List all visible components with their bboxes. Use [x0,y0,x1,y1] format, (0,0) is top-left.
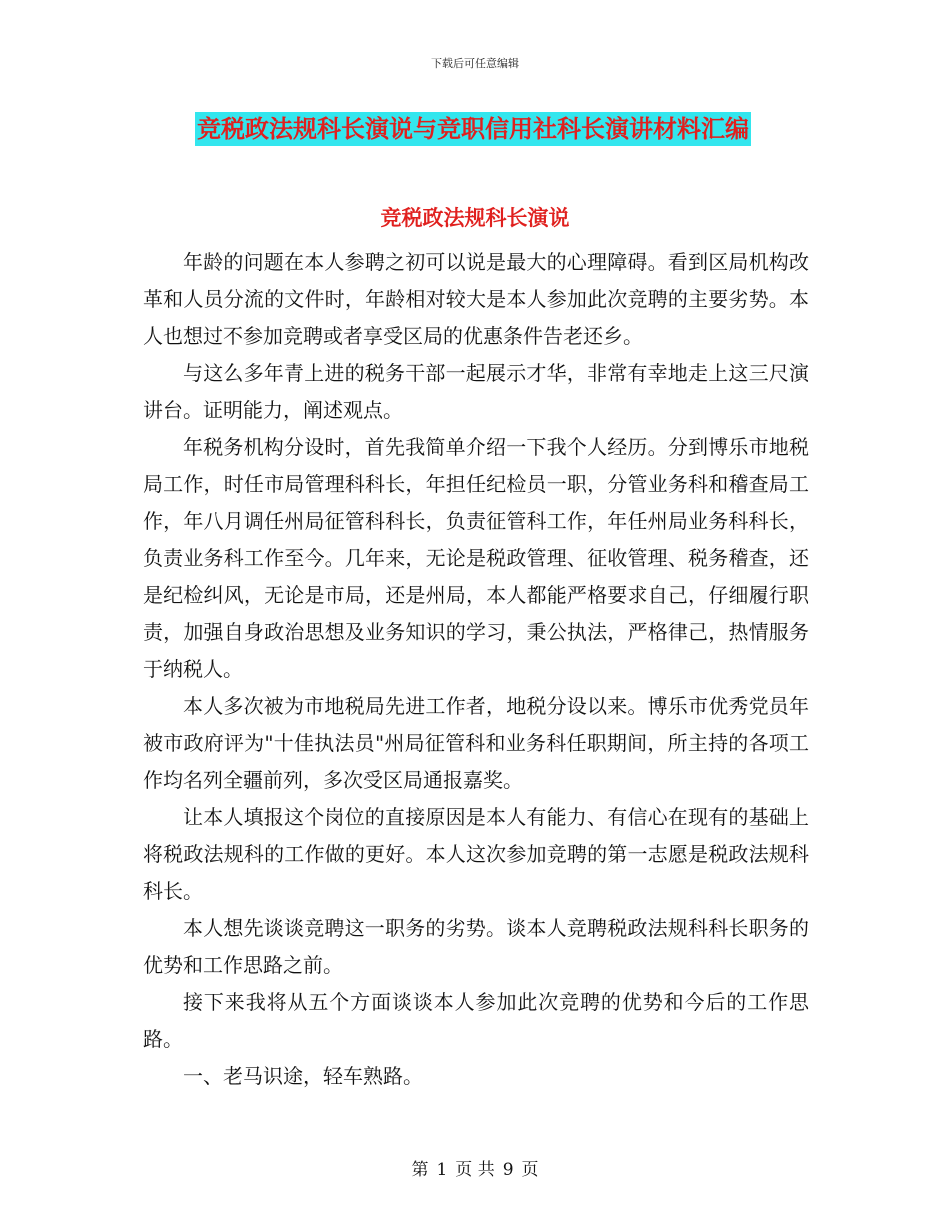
header-note: 下载后可任意编辑 [431,57,519,70]
footer-suffix: 页 [521,1160,539,1180]
body-text [143,244,809,1095]
page-footer [0,1155,950,1180]
paragraph: 本人想先谈谈竞聘这一职务的劣势。谈本人竞聘税政法规科科长职务的优势和工作思路之前。 [143,916,809,977]
paragraph: 让本人填报这个岗位的直接原因是本人有能力、有信心在现有的基础上将税政法规科的工作做的更好。本人这次参加竞聘的第一志愿是税政法规科科长。 [143,805,809,903]
paragraph: 年税务机构分设时，首先我简单介绍一下我个人经历。分到博乐市地税局工作，时任市局管理科科长，年担任纪检员一职，分管业务科和稽查局工作，年八月调任州局征管科科长，负责征管科工作，年任州局业务科科长，负责业务科工作至今。几年来，无论是税政管理、征收管理、税务稽查，还是纪检纠风，无论是市局，还是州局，本人都能严格要求自己，仔细履行职责，加强自身政治思想及业务知识的学习，秉公执法，严格律己，热情服务于纳税人。 [143,435,809,681]
footer-middle: 页 共 [455,1160,495,1180]
paragraph: 接下来我将从五个方面谈谈本人参加此次竞聘的优势和今后的工作思路。 [143,990,809,1051]
document-title: 竞税政法规科长演说与竞职信用社科长演讲材料汇编 [195,112,751,146]
paragraph: 与这么多年青上进的税务干部一起展示才华，非常有幸地走上这三尺演讲台。证明能力，阐述观点。 [143,361,809,422]
paragraph: 本人多次被为市地税局先进工作者，地税分设以来。博乐市优秀党员年被市政府评为"十佳执法员"州局征管科和业务科任职期间，所主持的各项工作均名列全疆前列，多次受区局通报嘉奖。 [143,694,809,792]
paragraph: 一、老马识途，轻车熟路。 [183,1064,423,1088]
page-number: 1 [436,1160,448,1180]
section-title: 竞税政法规科长演说 [380,205,570,230]
total-pages: 9 [502,1160,514,1180]
footer-prefix: 第 [411,1160,429,1180]
paragraph: 年龄的问题在本人参聘之初可以说是最大的心理障碍。看到区局机构改革和人员分流的文件时，年龄相对较大是本人参加此次竞聘的主要劣势。本人也想过不参加竞聘或者享受区局的优惠条件告老还乡。 [143,250,809,348]
